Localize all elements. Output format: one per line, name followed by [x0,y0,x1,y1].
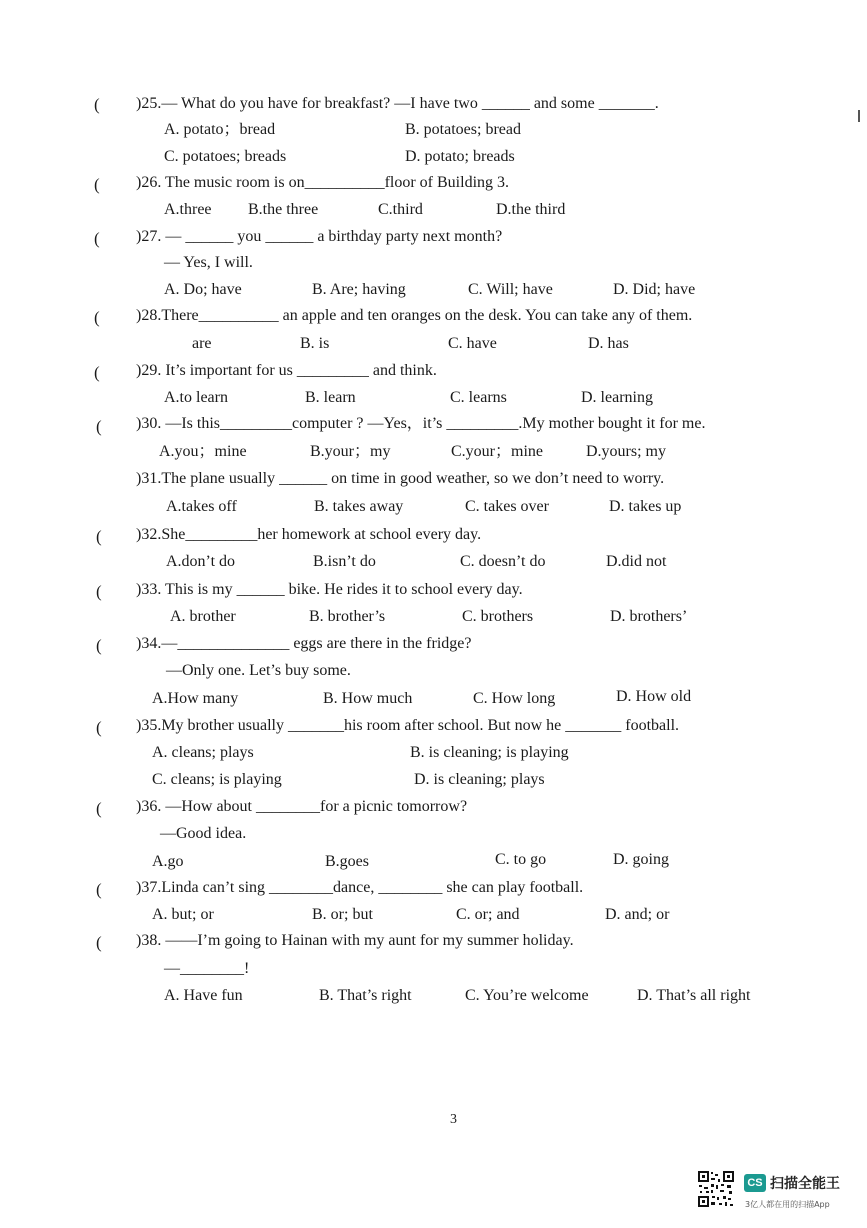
option-c: C.third [378,201,423,218]
answer-paren: ( [96,527,102,546]
option-b: B.the three [248,201,319,218]
scan-edge-mark [858,110,860,122]
option-a: A.three [164,201,212,218]
option-d: D.did not [606,553,667,570]
question-stem-29: )29. It’s important for us _________ and think. [136,362,437,379]
option-a: A. Do; have [164,281,242,298]
question-stem-32: )32.She_________her homework at school every day. [136,526,482,543]
option-d: D. potato; breads [405,148,515,165]
option-b: B. How much [323,690,413,707]
answer-paren: ( [94,229,100,248]
option-d: D. is cleaning; plays [414,771,545,788]
question-stem-37: )37.Linda can’t sing ________dance, ________ she can play football. [136,879,584,896]
answer-paren: ( [96,636,102,655]
option-c: C. potatoes; breads [164,148,287,165]
answer-paren: ( [96,880,102,899]
option-a: A. but; or [152,906,214,923]
question-stem-31: )31.The plane usually ______ on time in good weather, so we don’t need to worry. [136,470,665,487]
question-stem-38: )38. ——I’m going to Hainan with my aunt for my summer holiday. [136,932,574,949]
option-d: D.the third [496,201,566,218]
option-d: D. and; or [605,906,670,923]
option-b: B. is cleaning; is playing [410,744,569,761]
option-d: D. How old [616,688,692,705]
option-d: D.yours; my [586,443,666,460]
question-stem-34: )34.—______________ eggs are there in the fridge? [136,635,472,652]
option-d: D. learning [581,389,653,406]
question-stem-30: )30. —Is this_________computer ? —Yes，it’s _________.My mother bought it for me. [136,415,706,432]
answer-paren: ( [94,175,100,194]
option-b: B. or; but [312,906,373,923]
option-c: C. How long [473,690,556,707]
page-number: 3 [450,1112,457,1127]
option-b: B.isn’t do [313,553,376,570]
option-c: C. to go [495,851,547,868]
answer-paren: ( [96,582,102,601]
option-a: A.to learn [164,389,228,406]
option-a: A. potato；bread [164,121,276,138]
option-a: A. brother [170,608,236,625]
dialogue-line: —________! [164,960,250,977]
option-c: C. or; and [456,906,520,923]
answer-paren: ( [94,95,100,114]
answer-paren: ( [94,363,100,382]
option-c: C. doesn’t do [460,553,546,570]
camscanner-logo: CS [744,1174,766,1192]
option-c: C. have [448,335,497,352]
option-b: B. takes away [314,498,404,515]
dialogue-line: — Yes, I will. [164,254,253,271]
option-a: A.takes off [166,498,237,515]
question-stem-35: )35.My brother usually _______his room after school. But now he _______ football. [136,717,680,734]
option-a: A. cleans; plays [152,744,254,761]
option-c: C. cleans; is playing [152,771,282,788]
option-a: are [192,335,212,352]
option-d: D. brothers’ [610,608,688,625]
dialogue-line: —Only one. Let’s buy some. [166,662,351,679]
scanner-tagline: 3亿人都在用的扫描App [745,1200,830,1209]
dialogue-line: —Good idea. [160,825,247,842]
option-b: B. learn [305,389,356,406]
option-c: C. Will; have [468,281,553,298]
option-d: D. That’s all right [637,987,751,1004]
option-d: D. going [613,851,669,868]
option-a: A.How many [152,690,239,707]
option-b: B.your；my [310,443,391,460]
option-b: B. is [300,335,330,352]
answer-paren: ( [94,308,100,327]
option-c: C. brothers [462,608,534,625]
option-c: C. You’re welcome [465,987,589,1004]
question-stem-27: )27. — ______ you ______ a birthday party next month? [136,228,503,245]
option-d: D. takes up [609,498,682,515]
answer-paren: ( [96,933,102,952]
question-stem-25: )25.— What do you have for breakfast? —I have two ______ and some _______. [136,95,659,112]
question-stem-36: )36. —How about ________for a picnic tomorrow? [136,798,468,815]
option-b: B. brother’s [309,608,386,625]
option-c: C. learns [450,389,507,406]
question-stem-26: )26. The music room is on__________floor of Building 3. [136,174,510,191]
option-b: B. That’s right [319,987,412,1004]
question-stem-28: )28.There__________ an apple and ten oranges on the desk. You can take any of them. [136,307,693,324]
scanner-app-name: 扫描全能王 [770,1176,840,1192]
qr-code-icon [697,1170,735,1208]
option-b: B.goes [325,853,369,870]
option-a: A.you；mine [159,443,247,460]
option-a: A.go [152,853,184,870]
option-a: A.don’t do [166,553,236,570]
answer-paren: ( [96,718,102,737]
option-b: B. Are; having [312,281,406,298]
question-stem-33: )33. This is my ______ bike. He rides it to school every day. [136,581,523,598]
answer-paren: ( [96,799,102,818]
option-d: D. Did; have [613,281,696,298]
answer-paren: ( [96,417,102,436]
option-d: D. has [588,335,629,352]
option-a: A. Have fun [164,987,243,1004]
option-c: C.your；mine [451,443,543,460]
option-b: B. potatoes; bread [405,121,521,138]
option-c: C. takes over [465,498,549,515]
